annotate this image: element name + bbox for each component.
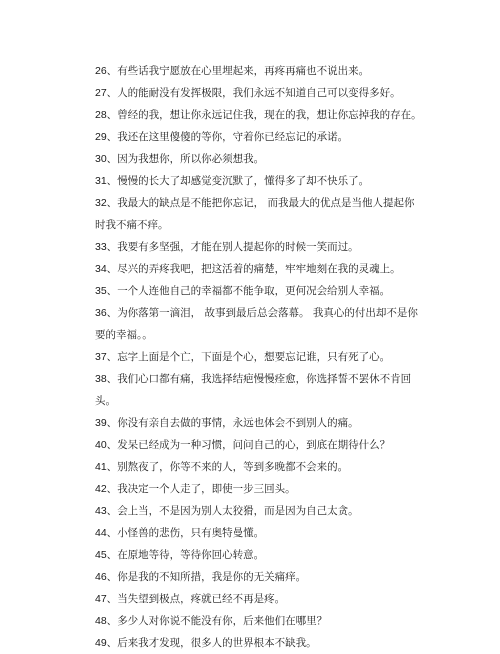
list-item xyxy=(95,104,425,126)
item-number: 49、 xyxy=(95,637,118,649)
list-item xyxy=(95,544,425,566)
list-item xyxy=(95,60,425,82)
list-item xyxy=(95,302,425,346)
item-number: 41、 xyxy=(95,461,118,473)
list-item xyxy=(95,258,425,280)
item-number: 44、 xyxy=(95,527,118,539)
item-text: 我最大的缺点是不能把你忘记， 而我最大的优点是当他人提起你时我不痛不痒。 xyxy=(95,197,415,231)
list-item xyxy=(95,236,425,258)
list-item xyxy=(95,434,425,456)
list-item xyxy=(95,170,425,192)
item-text: 我决定一个人走了，即使一步三回头。 xyxy=(117,483,296,495)
list-item xyxy=(95,368,425,412)
item-text: 曾经的我，想让你永远记住我，现在的我，想让你忘掉我的存在。 xyxy=(117,109,422,121)
item-text: 我们心口都有痛，我选择结疤慢慢痊愈，你选择誓不罢休不肯回头。 xyxy=(95,373,412,407)
item-text: 你是我的不知所措，我是你的无关痛痒。 xyxy=(117,571,307,583)
item-text: 后来我才发现，很多人的世界根本不缺我。 xyxy=(117,637,317,649)
item-number: 35、 xyxy=(95,285,118,297)
item-number: 40、 xyxy=(95,439,118,451)
item-number: 47、 xyxy=(95,593,118,605)
list-item xyxy=(95,500,425,522)
list-item xyxy=(95,280,425,302)
list-item xyxy=(95,610,425,632)
list-item xyxy=(95,588,425,610)
item-text: 多少人对你说不能没有你，后来他们在哪里？ xyxy=(117,615,328,627)
item-number: 26、 xyxy=(95,65,118,77)
item-number: 34、 xyxy=(95,263,118,275)
item-text: 尽兴的弄疼我吧，把这活着的痛楚，牢牢地刻在我的灵魂上。 xyxy=(117,263,401,275)
item-text: 在原地等待，等待你回心转意。 xyxy=(117,549,265,561)
item-text: 别熬夜了，你等不来的人，等到多晚都不会来的。 xyxy=(117,461,349,473)
list-item xyxy=(95,478,425,500)
item-number: 31、 xyxy=(95,175,118,187)
item-text: 我还在这里傻傻的等你，守着你已经忘记的承诺。 xyxy=(117,131,349,143)
list-item xyxy=(95,522,425,544)
list-item xyxy=(95,82,425,104)
list-item xyxy=(95,456,425,478)
quote-list xyxy=(95,60,425,654)
item-number: 33、 xyxy=(95,241,118,253)
item-text: 当失望到极点，疼就已经不再是疼。 xyxy=(117,593,286,605)
item-number: 38、 xyxy=(95,373,118,385)
item-text: 因为我想你，所以你必须想我。 xyxy=(117,153,265,165)
item-number: 46、 xyxy=(95,571,118,583)
item-number: 28、 xyxy=(95,109,118,121)
item-number: 43、 xyxy=(95,505,118,517)
item-number: 29、 xyxy=(95,131,118,143)
item-text: 为你落第一滴泪， 故事到最后总会落幕。 我真心的付出却不是你要的幸福。。 xyxy=(95,307,418,341)
item-number: 30、 xyxy=(95,153,118,165)
item-text: 我要有多坚强，才能在别人提起你的时候一笑而过。 xyxy=(117,241,359,253)
item-number: 39、 xyxy=(95,417,118,429)
item-number: 37、 xyxy=(95,351,118,363)
list-item xyxy=(95,192,425,236)
item-text: 人的能耐没有发挥极限，我们永远不知道自己可以变得多好。 xyxy=(117,87,401,99)
list-item xyxy=(95,566,425,588)
item-text: 有些话我宁愿放在心里埋起来，再疼再痛也不说出来。 xyxy=(117,65,370,77)
item-text: 发呆已经成为一种习惯，问问自己的心，到底在期待什么？ xyxy=(117,439,391,451)
item-text: 小怪兽的悲伤，只有奥特曼懂。 xyxy=(117,527,265,539)
item-text: 你没有亲自去做的事情，永远也体会不到别人的痛。 xyxy=(117,417,359,429)
list-item xyxy=(95,412,425,434)
item-number: 42、 xyxy=(95,483,118,495)
item-text: 慢慢的长大了却感觉变沉默了，懂得多了却不快乐了。 xyxy=(117,175,370,187)
list-item xyxy=(95,346,425,368)
item-number: 48、 xyxy=(95,615,118,627)
list-item xyxy=(95,148,425,170)
item-text: 会上当，不是因为别人太狡猾，而是因为自己太贪。 xyxy=(117,505,359,517)
item-number: 32、 xyxy=(95,197,118,209)
list-item xyxy=(95,632,425,654)
item-text: 一个人连他自己的幸福都不能争取，更何况会给别人幸福。 xyxy=(117,285,391,297)
list-item xyxy=(95,126,425,148)
item-number: 36、 xyxy=(95,307,118,319)
item-number: 45、 xyxy=(95,549,118,561)
item-text: 忘字上面是个亡，下面是个心，想要忘记谁，只有死了心。 xyxy=(117,351,391,363)
item-number: 27、 xyxy=(95,87,118,99)
